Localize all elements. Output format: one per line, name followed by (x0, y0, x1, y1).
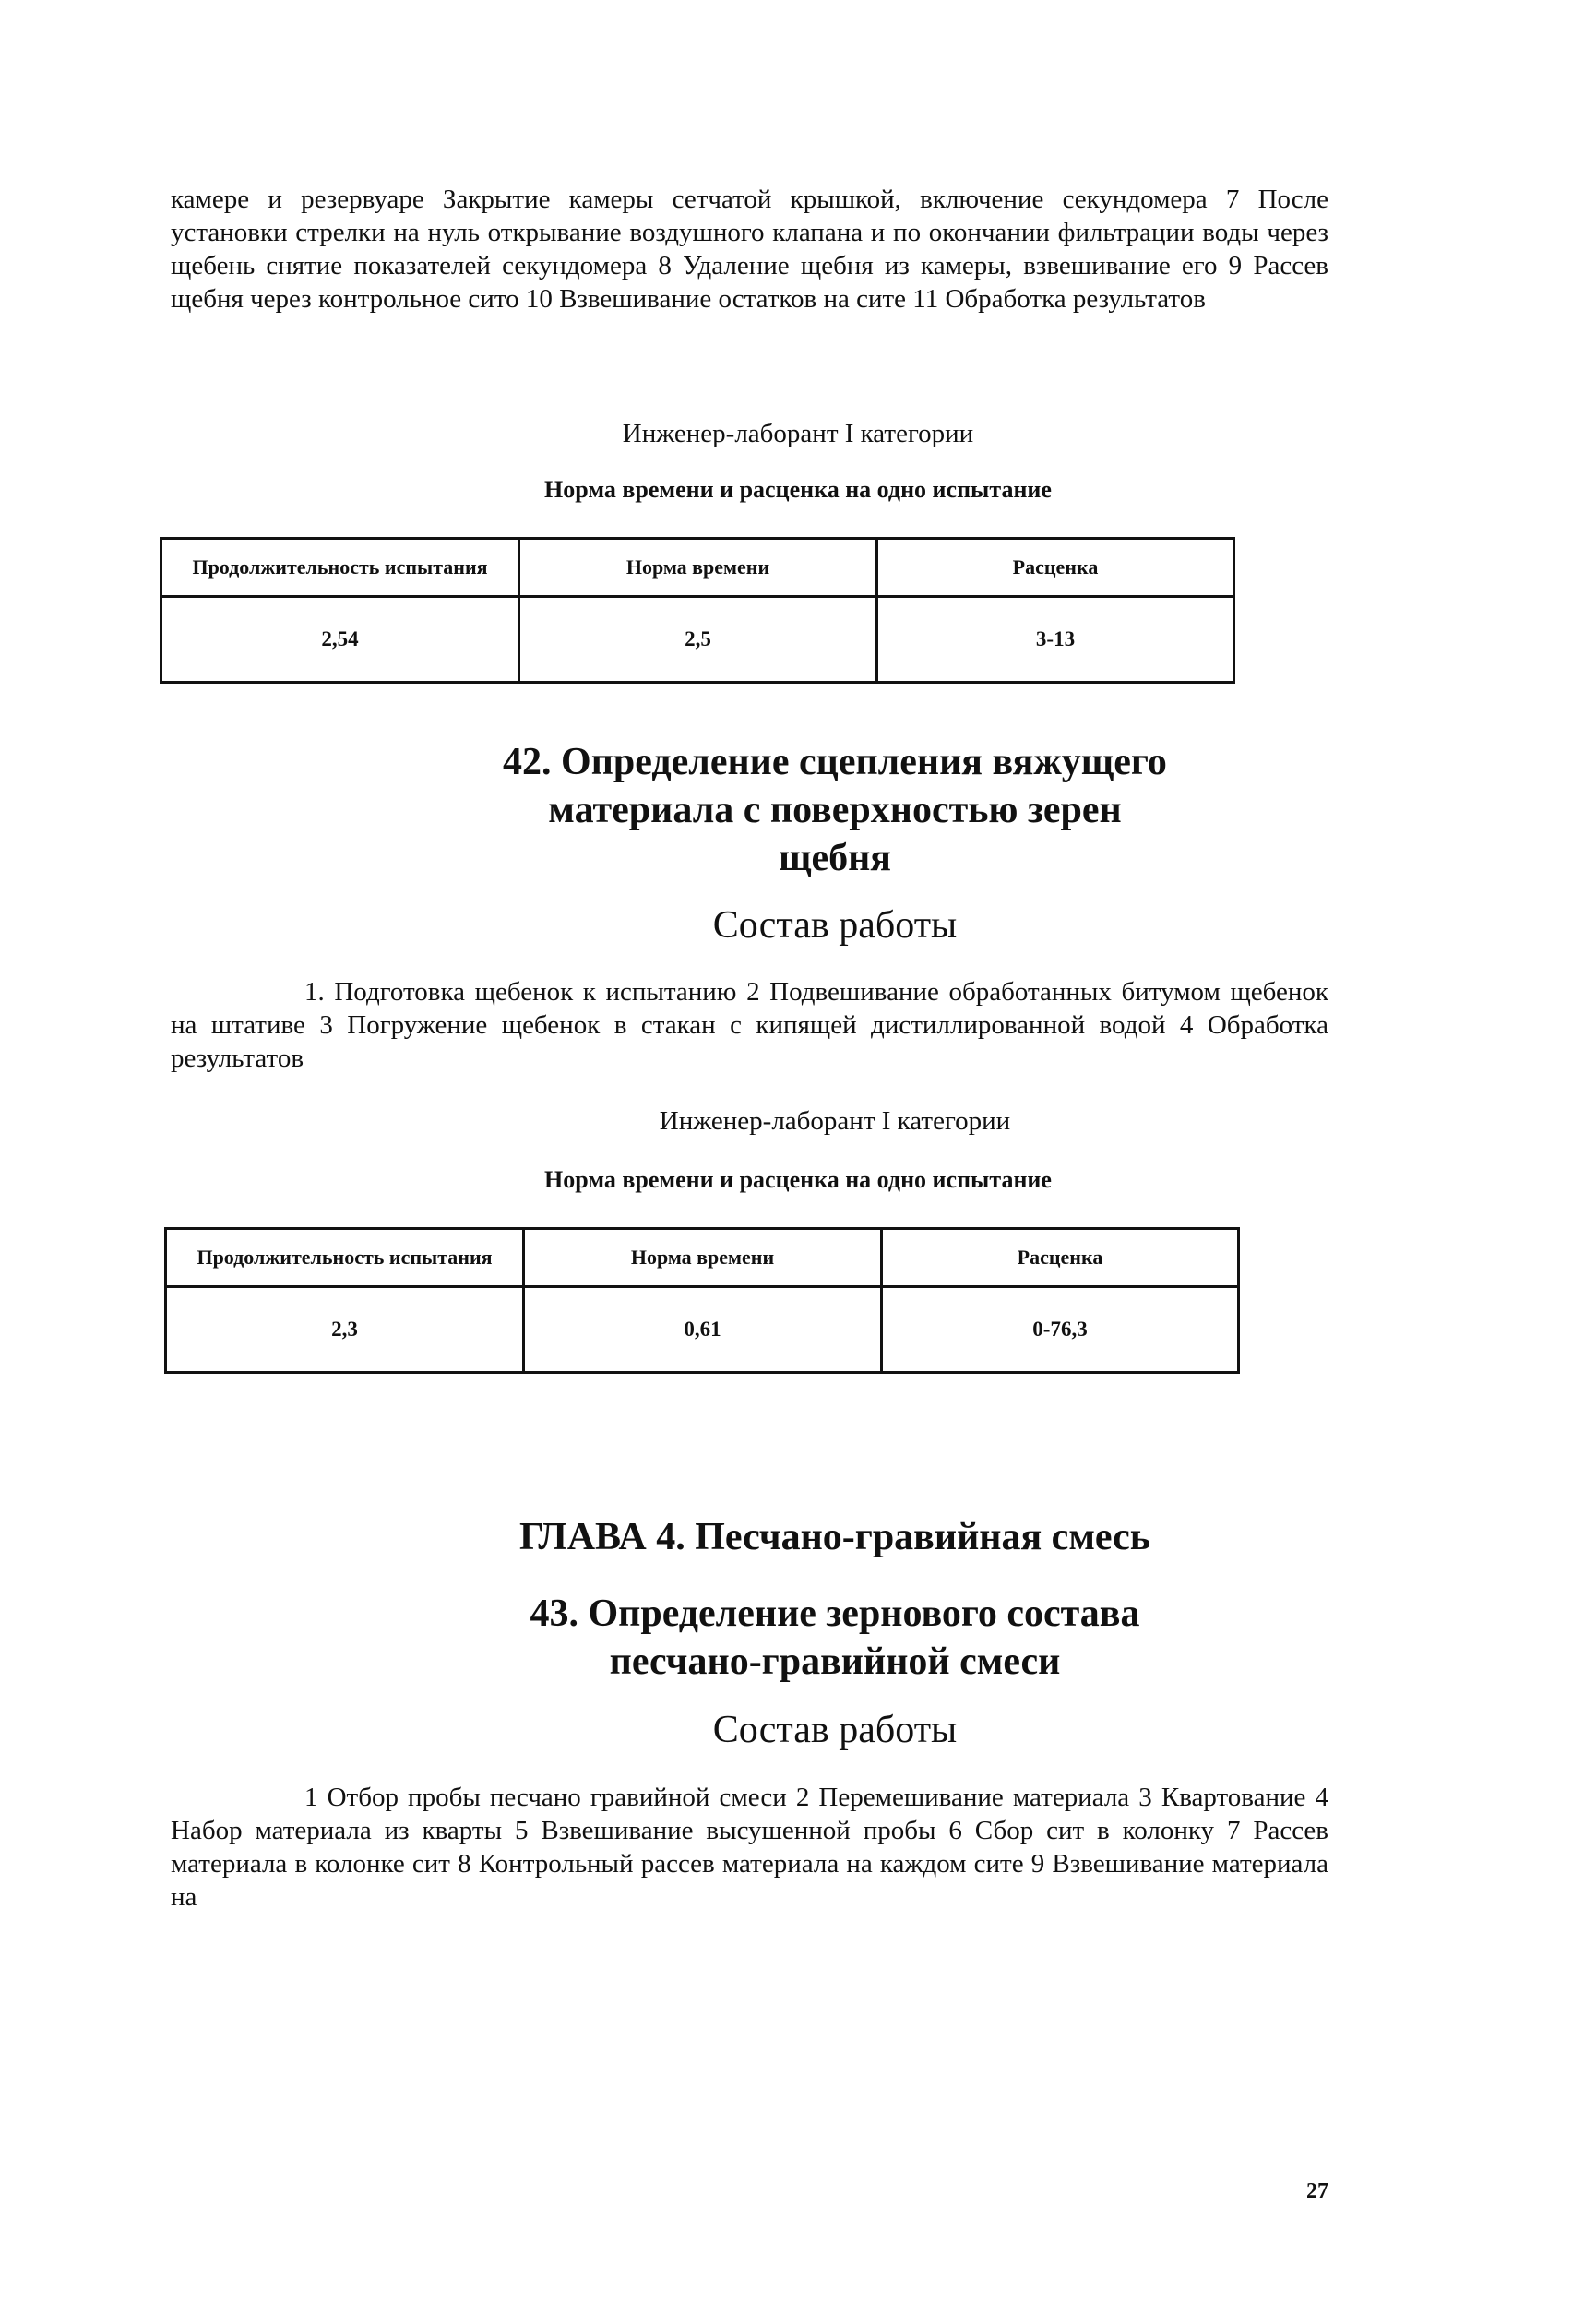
norm-title-2: Норма времени и расценка на одно испытание (544, 1166, 1052, 1193)
header-duration: Продолжительность испытания (161, 539, 519, 597)
section-43-title-line: 43. Определение зернового состава (530, 1592, 1140, 1635)
section-43-title-line: песчано-гравийной смеси (609, 1640, 1061, 1683)
section-42-title-line: материала с поверхностью зерен (548, 789, 1122, 831)
section-42-title (37, 738, 1596, 882)
section-42-title-line: 42. Определение сцепления вяжущего (503, 741, 1167, 783)
table-header-row (161, 539, 1234, 597)
header-time-norm: Норма времени (519, 539, 877, 597)
value-duration: 2,3 (166, 1287, 524, 1373)
section-43-title (37, 1590, 1596, 1686)
header-rate: Расценка (882, 1229, 1239, 1287)
table-row (161, 597, 1234, 683)
norm-title-1: Норма времени и расценка на одно испытание (544, 476, 1052, 503)
section-42-title-line: щебня (778, 837, 892, 879)
section-43-paragraph: 1 Отбор пробы песчано гравийной смеси 2 Перемешивание материала 3 Квартование 4 Набор материала из кварты 5 Взвешивание высушенной пробы 6 Сбор сит в колонку 7 Рассев материала в колонке сит 8 Контрольный рассев материала на каждом сите 9 Взвешивание материала на (171, 1783, 1328, 1912)
page-number: 27 (1306, 2179, 1328, 2203)
norm-table-1 (160, 537, 1235, 684)
section-42-paragraph: 1. Подготовка щебенок к испытанию 2 Подвешивание обработанных битумом щебенок на штативе 3 Погружение щебенок в стакан с кипящей дистиллированной водой 4 Обработка результатов (171, 977, 1328, 1073)
section-43-sostav-heading: Состав работы (712, 1709, 958, 1751)
value-time-norm: 2,5 (519, 597, 877, 683)
chapter-4-title: ГЛАВА 4. Песчано-гравийная смесь (519, 1516, 1150, 1558)
value-rate: 0-76,3 (882, 1287, 1239, 1373)
value-rate: 3-13 (877, 597, 1234, 683)
value-duration: 2,54 (161, 597, 519, 683)
header-rate: Расценка (877, 539, 1234, 597)
section-42-sostav-heading: Состав работы (712, 904, 958, 947)
header-time-norm: Норма времени (524, 1229, 882, 1287)
value-time-norm: 0,61 (524, 1287, 882, 1373)
role-line-2: Инженер-лаборант I категории (659, 1106, 1011, 1136)
role-line-1: Инженер-лаборант I категории (622, 419, 974, 448)
norm-table-2 (164, 1227, 1240, 1374)
table-header-row (166, 1229, 1239, 1287)
intro-paragraph: камере и резервуаре Закрытие камеры сетчатой крышкой, включение секундомера 7 После установки стрелки на нуль открывание воздушного клапана и по окончании фильтрации воды через щебень снятие показателей секундомера 8 Удаление щебня из камеры, взвешивание его 9 Рассев щебня через контрольное сито 10 Взвешивание остатков на сите 11 Обработка результатов (171, 185, 1328, 314)
table-row (166, 1287, 1239, 1373)
header-duration: Продолжительность испытания (166, 1229, 524, 1287)
